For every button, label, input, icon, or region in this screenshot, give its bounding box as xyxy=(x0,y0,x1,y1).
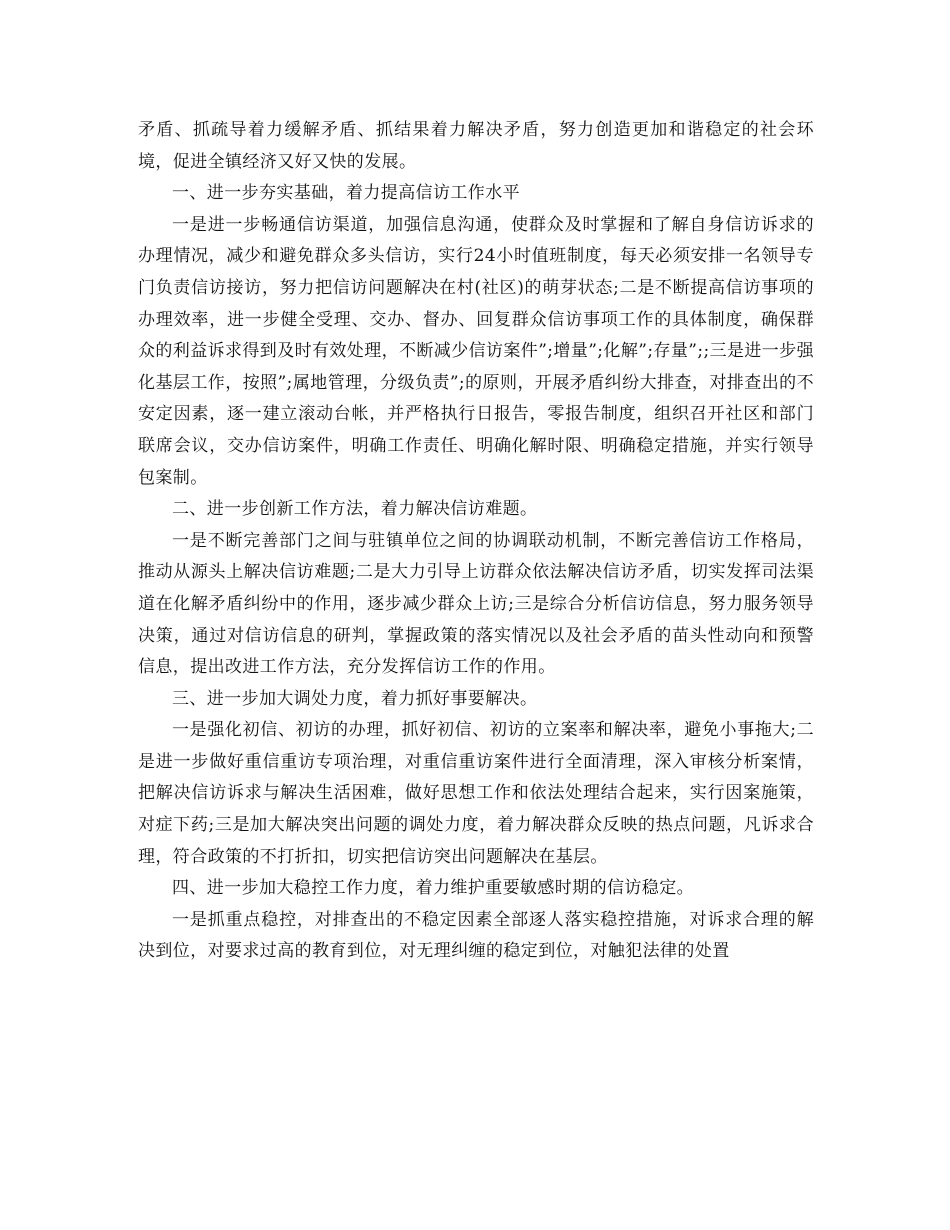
paragraph-continuation: 矛盾、抓疏导着力缓解矛盾、抓结果着力解决矛盾，努力创造更加和谐稳定的社会环境，促进全镇经济又好又快的发展。 xyxy=(138,120,814,172)
section-heading-2: 二、进一步创新工作方法，着力解决信访难题。 xyxy=(172,499,538,520)
section-body-1: 一是进一步畅通信访渠道，加强信息沟通，使群众及时掌握和了解自身信访诉求的办理情况，减少和避免群众多头信访，实行24小时值班制度，每天必须安排一名领导专门负责信访接访，努力把信访问题解决在村(社区)的萌芽状态;二是不断提高信访事项的办理效率，进一步健全受理、交办、督办、回复群众信访事项工作的具体制度，确保群众的利益诉求得到及时有效处理，不断减少信访案件”;增量”;化解”;存量”;;三是进一步强化基层工作，按照”;属地管理，分级负责”;的原则，开展矛盾纠纷大排查，对排查出的不安定因素，逐一建立滚动台帐，并严格执行日报告，零报告制度，组织召开社区和部门联席会议，交办信访案件，明确工作责任、明确化解时限、明确稳定措施，并实行领导包案制。 xyxy=(138,214,814,488)
section-body-3: 一是强化初信、初访的办理，抓好初信、初访的立案率和解决率，避免小事拖大;二是进一步做好重信重访专项治理，对重信重访案件进行全面清理，深入审核分析案情，把解决信访诉求与解决生活困难，做好思想工作和依法处理结合起来，实行因案施策，对症下药;三是加大解决突出问题的调处力度，着力解决群众反映的热点问题，凡诉求合理，符合政策的不打折扣，切实把信访突出问题解决在基层。 xyxy=(138,720,814,867)
document-body xyxy=(138,115,814,968)
section-body-4: 一是抓重点稳控，对排查出的不稳定因素全部逐人落实稳控措施，对诉求合理的解决到位，对要求过高的教育到位，对无理纠缠的稳定到位，对触犯法律的处置 xyxy=(138,909,814,962)
section-heading-1: 一、进一步夯实基础，着力提高信访工作水平 xyxy=(172,183,520,204)
section-body-2: 一是不断完善部门之间与驻镇单位之间的协调联动机制，不断完善信访工作格局，推动从源头上解决信访难题;二是大力引导上访群众依法解决信访矛盾，切实发挥司法渠道在化解矛盾纠纷中的作用，逐步减少群众上访;三是综合分析信访信息，努力服务领导决策，通过对信访信息的研判，掌握政策的落实情况以及社会矛盾的苗头性动向和预警信息，提出改进工作方法，充分发挥信访工作的作用。 xyxy=(138,530,814,678)
section-heading-3: 三、进一步加大调处力度，着力抓好事要解决。 xyxy=(172,688,538,709)
section-heading-4: 四、进一步加大稳控工作力度，着力维护重要敏感时期的信访稳定。 xyxy=(172,878,694,899)
